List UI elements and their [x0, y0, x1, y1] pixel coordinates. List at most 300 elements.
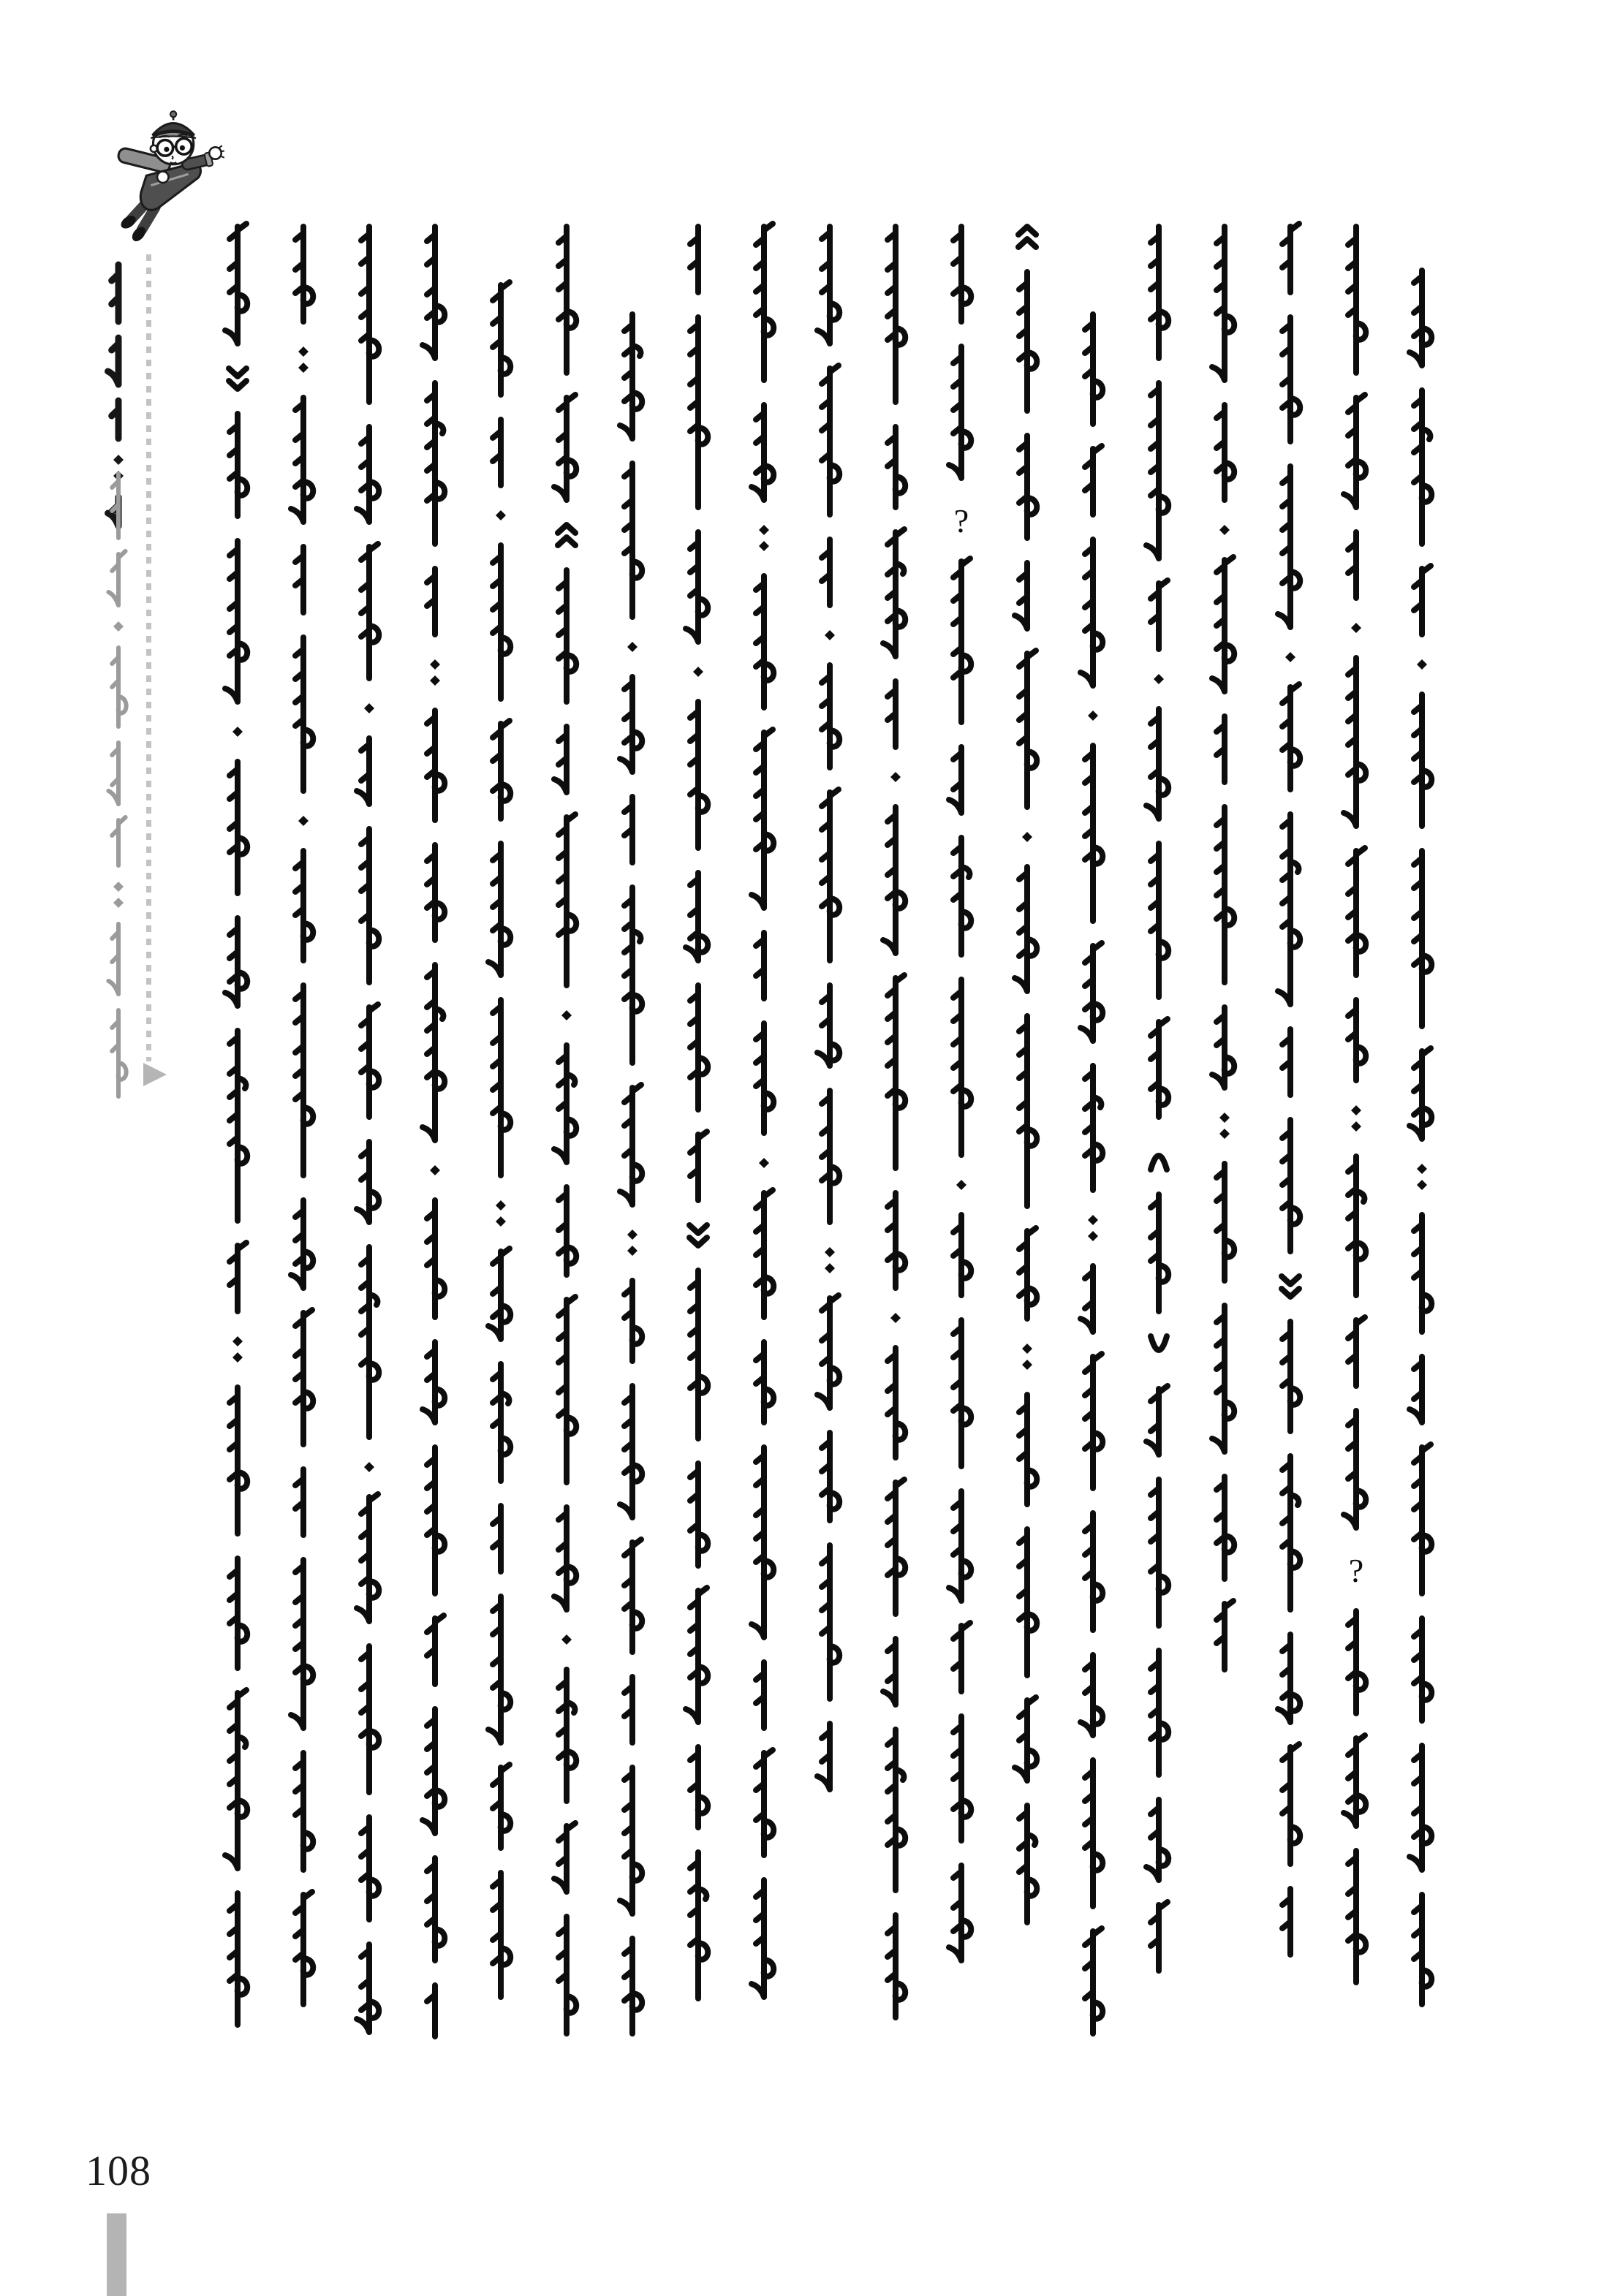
script-word — [624, 1281, 642, 1361]
script-word — [1282, 684, 1300, 789]
script-word — [690, 317, 708, 507]
script-word — [295, 1469, 303, 1535]
word-divider-dot — [627, 642, 638, 652]
script-word — [817, 1724, 830, 1789]
script-word — [888, 427, 905, 507]
script-word — [488, 1249, 510, 1339]
script-word — [559, 227, 576, 373]
script-word — [1085, 1928, 1102, 2034]
script-word — [357, 427, 379, 522]
script-word — [1348, 848, 1366, 975]
script-word — [554, 395, 576, 500]
script-word — [817, 985, 839, 1066]
script-word — [361, 1004, 379, 1117]
script-word — [1348, 532, 1356, 598]
script-word — [888, 681, 896, 747]
text-column — [817, 227, 839, 1789]
script-word — [1414, 1215, 1431, 1332]
script-word — [1414, 566, 1431, 634]
script-word — [225, 1690, 247, 1868]
script-word — [108, 743, 118, 804]
script-word — [949, 1491, 971, 1601]
script-word — [1151, 1902, 1168, 1971]
script-word — [822, 365, 839, 515]
script-word — [295, 227, 313, 322]
script-word — [554, 727, 567, 792]
word-divider-dot — [956, 1180, 966, 1190]
script-word — [1217, 716, 1225, 782]
script-word — [1085, 1354, 1102, 1488]
script-word — [295, 637, 313, 791]
script-word — [493, 1364, 510, 1481]
script-word — [230, 762, 247, 893]
double-dot-punctuation — [759, 525, 769, 551]
script-word — [822, 1433, 839, 1520]
script-word — [1414, 1895, 1431, 2004]
script-word — [493, 1873, 510, 1997]
script-word — [752, 1447, 773, 1637]
script-word — [624, 887, 642, 1063]
script-word — [423, 1709, 444, 1833]
text-column — [1015, 227, 1037, 1922]
script-word — [620, 1768, 642, 1914]
question-mark: ? — [953, 502, 969, 539]
quote-open-mark — [1282, 1276, 1299, 1297]
double-dot-punctuation — [1088, 1215, 1098, 1241]
script-word — [756, 576, 773, 708]
script-word — [690, 1463, 708, 1566]
word-divider-dot — [890, 1313, 901, 1323]
script-word — [953, 1215, 971, 1295]
text-column — [1410, 270, 1431, 2004]
script-word — [1019, 1529, 1037, 1675]
vertical-paren-close — [1151, 1336, 1167, 1350]
script-word — [1019, 651, 1037, 807]
tip-divider-dotted-line — [146, 254, 151, 1061]
script-word — [423, 965, 444, 1140]
script-word — [756, 1190, 773, 1317]
script-word — [230, 1387, 247, 1534]
word-divider-dot — [232, 727, 243, 737]
script-word — [112, 648, 126, 727]
script-word — [225, 541, 247, 702]
word-divider-dot — [364, 1462, 374, 1472]
script-word — [817, 227, 839, 344]
script-word — [295, 1753, 313, 1870]
mascot-glasses-bridge — [173, 146, 176, 147]
script-word — [361, 1247, 379, 1437]
script-word — [822, 1545, 839, 1699]
script-word — [690, 1270, 708, 1439]
quote-open-mark — [689, 1225, 707, 1246]
script-word — [1146, 709, 1168, 819]
script-word — [1282, 1744, 1300, 1864]
script-word — [1217, 807, 1234, 982]
script-word — [427, 845, 444, 940]
script-word — [559, 1187, 576, 1275]
text-column — [620, 314, 642, 2034]
script-word — [493, 1000, 510, 1175]
script-word — [1217, 1477, 1234, 1579]
script-word — [1410, 1746, 1431, 1870]
tip-label-column — [108, 265, 124, 526]
text-column — [554, 227, 576, 2034]
script-word — [1019, 1806, 1037, 1922]
script-word — [1348, 227, 1366, 373]
word-divider-dot — [1417, 659, 1427, 670]
script-word — [949, 747, 961, 813]
flying-boy-mascot-icon — [116, 108, 225, 258]
script-word — [1019, 1395, 1037, 1504]
script-word — [1282, 1322, 1300, 1431]
script-word — [554, 1823, 575, 1892]
script-word — [883, 807, 905, 953]
script-word — [108, 924, 118, 994]
script-word — [1344, 395, 1366, 507]
text-column — [1212, 227, 1234, 1670]
script-word — [295, 1310, 313, 1444]
script-word — [1019, 1228, 1037, 1319]
script-word — [752, 1880, 773, 1997]
script-word — [1348, 1611, 1366, 1713]
script-word — [493, 545, 510, 699]
script-word — [1085, 1760, 1102, 1906]
script-word — [291, 1560, 313, 1728]
script-word — [949, 346, 971, 478]
script-word — [690, 227, 698, 292]
double-dot-punctuation — [430, 659, 440, 686]
script-word — [1151, 844, 1168, 997]
script-word — [1348, 1000, 1366, 1080]
word-divider-dot — [1154, 674, 1164, 684]
quote-open-mark — [229, 368, 246, 389]
text-column — [423, 227, 444, 2037]
tip-arrow-icon — [143, 1063, 167, 1086]
script-word — [1344, 1735, 1366, 1826]
script-word — [230, 1031, 247, 1221]
question-mark: ? — [1348, 1552, 1364, 1589]
script-word — [357, 738, 369, 804]
script-word — [1348, 1317, 1365, 1386]
script-word — [1414, 1618, 1431, 1721]
script-word — [554, 1045, 576, 1162]
word-divider-dot — [364, 703, 374, 713]
script-word — [1278, 1634, 1300, 1722]
script-word — [1015, 563, 1027, 629]
script-word — [690, 1132, 707, 1200]
script-word — [756, 933, 764, 999]
script-word — [1217, 1601, 1233, 1670]
script-word — [357, 1944, 379, 2032]
text-column — [1278, 224, 1300, 1955]
script-word — [953, 980, 971, 1155]
script-word — [108, 497, 118, 526]
script-word — [1085, 1513, 1102, 1630]
script-word — [1019, 272, 1037, 411]
double-dot-punctuation — [232, 1336, 243, 1363]
mascot-glove — [157, 172, 168, 183]
script-word — [1344, 658, 1366, 826]
script-word — [112, 1010, 126, 1096]
script-word — [1414, 851, 1431, 1026]
script-word — [291, 1200, 313, 1288]
script-word — [493, 721, 510, 819]
script-word — [361, 829, 379, 982]
script-word — [225, 918, 247, 1006]
double-dot-punctuation — [1219, 1113, 1230, 1139]
script-word — [559, 814, 576, 985]
script-word — [1151, 580, 1168, 649]
script-word — [686, 873, 708, 961]
word-divider-dot — [1088, 711, 1098, 721]
script-word — [620, 314, 642, 439]
script-word — [624, 1539, 642, 1652]
script-word — [295, 851, 313, 961]
mascot-eye — [180, 145, 185, 151]
script-word — [1217, 405, 1234, 500]
script-word — [361, 1817, 379, 1920]
script-word — [1278, 466, 1300, 627]
script-word — [624, 797, 632, 863]
vertical-paren-open — [1151, 1156, 1167, 1170]
word-divider-dot — [561, 1010, 572, 1020]
script-word — [1282, 317, 1300, 442]
script-word — [817, 1295, 839, 1408]
text-column — [291, 227, 313, 2004]
script-word — [1414, 390, 1431, 544]
script-word — [295, 547, 303, 613]
script-word — [1081, 1266, 1093, 1332]
script-word — [361, 227, 379, 402]
script-word — [554, 1507, 576, 1610]
script-word — [624, 1939, 642, 2034]
mascot-illustration — [116, 108, 225, 258]
text-column — [686, 227, 708, 1998]
script-word — [230, 414, 247, 516]
script-word — [1410, 1048, 1431, 1139]
script-word — [822, 539, 830, 605]
script-word — [1344, 1411, 1366, 1528]
script-word — [357, 1142, 379, 1222]
mascot-cap-button — [170, 111, 176, 117]
script-word — [953, 1623, 970, 1691]
word-divider-dot — [298, 816, 309, 826]
script-word — [1019, 1016, 1037, 1206]
double-dot-punctuation — [1351, 1105, 1361, 1132]
script-word — [423, 227, 444, 358]
script-word — [1085, 446, 1102, 515]
double-dot-punctuation — [825, 1247, 835, 1273]
script-word — [1151, 1479, 1168, 1626]
script-word — [620, 1085, 642, 1205]
script-word — [822, 665, 839, 768]
word-divider-dot — [890, 772, 901, 782]
script-word — [1217, 1164, 1234, 1281]
script-word — [295, 985, 313, 1175]
script-word — [624, 1677, 632, 1743]
script-word — [690, 985, 708, 1110]
page-edge-bar — [107, 2213, 126, 2296]
script-word — [1414, 694, 1431, 826]
script-word — [1348, 1156, 1366, 1295]
script-word — [488, 1596, 510, 1743]
word-divider-dot — [1351, 623, 1361, 633]
script-word — [888, 1348, 905, 1458]
word-divider-dot — [1219, 525, 1230, 535]
script-word — [230, 1558, 247, 1668]
script-word — [883, 1639, 896, 1705]
script-word — [822, 1091, 839, 1222]
script-word — [888, 1193, 905, 1288]
script-word — [427, 1858, 444, 1960]
text-column — [1344, 227, 1366, 1982]
script-word — [427, 569, 435, 634]
script-word — [1212, 557, 1234, 692]
script-word — [1019, 436, 1037, 538]
script-word — [559, 1297, 576, 1482]
script-word — [1151, 227, 1168, 358]
script-word — [1410, 1357, 1422, 1422]
script-word — [1282, 1120, 1300, 1251]
text-column — [949, 227, 971, 1960]
script-word — [1212, 1306, 1234, 1452]
script-word — [427, 711, 444, 820]
script-word — [112, 817, 125, 865]
script-word — [953, 838, 971, 955]
script-word — [1015, 867, 1037, 991]
word-divider-dot — [825, 630, 835, 640]
word-divider-dot — [430, 1165, 440, 1175]
text-column — [1146, 227, 1168, 1971]
script-word — [822, 789, 839, 961]
script-word — [559, 1917, 576, 2034]
mascot-robe — [140, 164, 200, 211]
script-word — [953, 1716, 971, 1841]
script-word — [690, 1747, 708, 1827]
double-dot-punctuation — [496, 1200, 506, 1227]
double-dot-punctuation — [627, 1230, 638, 1256]
script-word — [1348, 1851, 1366, 1982]
script-word — [1278, 814, 1300, 1004]
script-word — [1151, 1019, 1168, 1117]
script-word — [888, 227, 905, 402]
script-word — [888, 1729, 905, 1890]
script-word — [291, 398, 313, 522]
mascot-hand — [209, 147, 221, 159]
script-word — [1282, 1456, 1300, 1610]
script-word — [488, 844, 510, 975]
script-word — [1081, 1655, 1102, 1735]
word-divider-dot — [693, 667, 703, 677]
word-divider-dot — [1022, 832, 1032, 842]
double-dot-punctuation — [1417, 1164, 1427, 1190]
script-word — [1414, 1444, 1431, 1594]
word-divider-dot — [1285, 652, 1295, 662]
script-word — [752, 730, 773, 908]
script-word — [1151, 1651, 1168, 1775]
script-word — [756, 1342, 773, 1422]
script-word — [1146, 383, 1168, 558]
double-dot-punctuation — [298, 346, 309, 373]
quote-close-mark — [1018, 227, 1036, 247]
script-word — [427, 1200, 444, 1317]
script-word — [756, 1750, 773, 1855]
script-word — [1282, 1889, 1290, 1955]
script-word — [620, 677, 642, 772]
script-word — [1146, 1800, 1168, 1880]
script-word — [559, 1670, 576, 1801]
script-word — [427, 383, 444, 544]
script-word — [230, 1893, 247, 2025]
script-word — [888, 975, 905, 1168]
script-word — [108, 551, 125, 605]
script-word — [1081, 943, 1102, 1041]
script-word — [225, 224, 247, 344]
double-dot-punctuation — [113, 455, 124, 481]
page-number: 108 — [86, 2147, 151, 2194]
script-word — [690, 702, 708, 848]
word-divider-dot — [759, 1158, 769, 1168]
script-word — [1151, 1194, 1168, 1311]
script-word — [361, 544, 379, 678]
script-word — [108, 338, 118, 384]
script-word — [427, 1615, 444, 1684]
script-word — [1282, 224, 1299, 292]
text-column — [357, 227, 379, 2032]
script-word — [427, 1985, 435, 2037]
script-word — [112, 401, 118, 439]
double-dot-punctuation — [1022, 1344, 1032, 1370]
script-word — [883, 529, 905, 656]
script-word — [1081, 539, 1102, 686]
script-word — [357, 1494, 379, 1621]
word-divider-dot — [561, 1634, 572, 1645]
script-word — [1212, 1007, 1234, 1088]
script-word — [756, 1023, 773, 1133]
script-word — [953, 558, 971, 722]
script-word — [230, 1243, 246, 1311]
script-word — [949, 1865, 971, 1960]
script-word — [1146, 1386, 1168, 1455]
script-word — [493, 420, 501, 485]
script-word — [493, 1765, 510, 1848]
quote-close-mark — [558, 525, 575, 545]
text-column — [488, 282, 510, 1997]
script-word — [1282, 1029, 1290, 1095]
script-word — [690, 1852, 708, 1998]
script-word — [1085, 1066, 1102, 1190]
script-word — [756, 224, 773, 380]
script-word — [112, 474, 118, 538]
script-word — [752, 405, 773, 500]
script-word — [1085, 746, 1102, 921]
text-column — [752, 224, 773, 1997]
double-dot-punctuation — [113, 882, 124, 908]
script-word — [953, 227, 971, 322]
script-word — [888, 1915, 905, 2017]
script-word — [624, 463, 642, 617]
script-word — [427, 1447, 444, 1594]
tip-note-column — [108, 474, 126, 1096]
script-word — [112, 265, 118, 322]
script-word — [493, 1506, 501, 1572]
script-word — [295, 1892, 313, 2004]
script-word — [888, 1479, 905, 1614]
mascot-eye — [164, 147, 169, 152]
script-word — [686, 1588, 708, 1722]
text-column — [225, 224, 247, 2025]
text-column — [883, 227, 905, 2017]
